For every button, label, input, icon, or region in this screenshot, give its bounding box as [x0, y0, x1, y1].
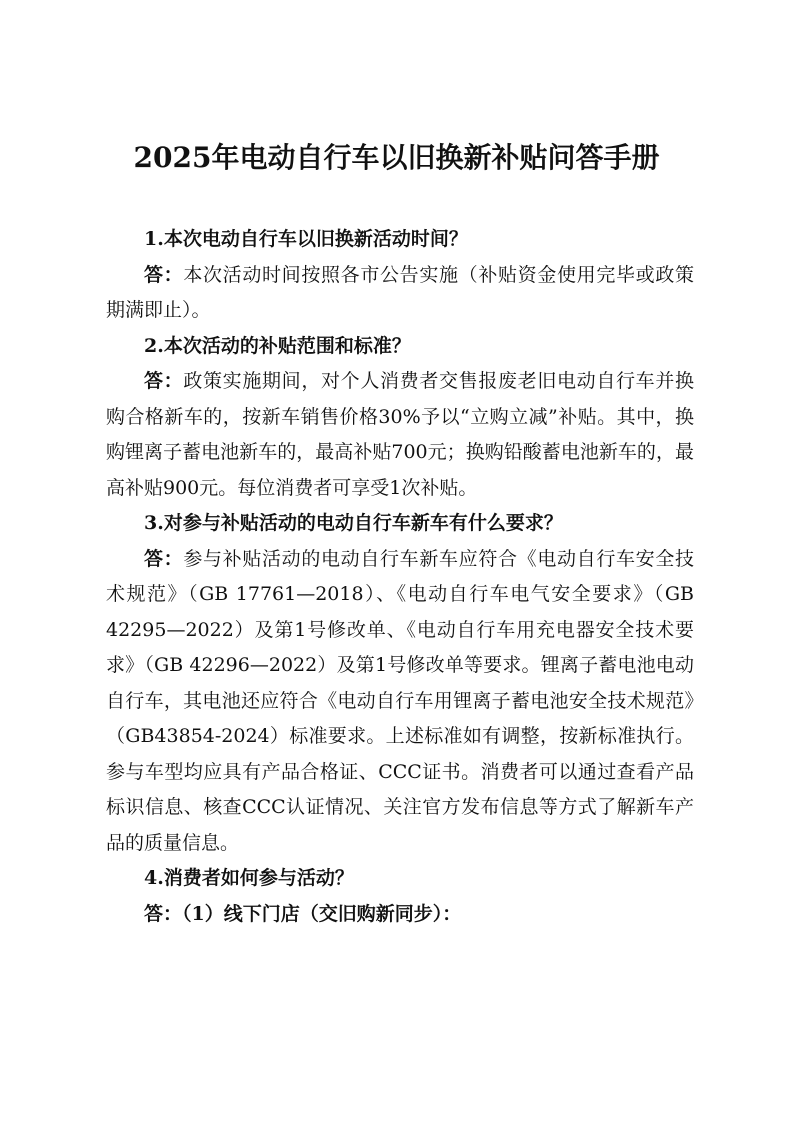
answer-text: （1）线下门店（交旧购新同步）：	[182, 902, 462, 925]
answer-text: 本次活动时间按照各市公告实施（补贴资金使用完毕或政策期满即止）。	[106, 263, 694, 321]
document-body	[106, 222, 694, 932]
answer-2	[106, 364, 694, 506]
answer-label: 答：	[144, 263, 184, 286]
question-1: 1.本次电动自行车以旧换新活动时间？	[144, 228, 468, 250]
answer-label: 答：	[144, 902, 183, 925]
question-4: 4.消费者如何参与活动？	[144, 867, 354, 889]
answer-4	[106, 897, 694, 933]
answer-3	[106, 542, 694, 862]
answer-1	[106, 258, 694, 329]
question-2: 2.本次活动的补贴范围和标准？	[144, 334, 411, 357]
document-title: 2025年电动自行车以旧换新补贴问答手册	[133, 141, 660, 174]
answer-text: 参与补贴活动的电动自行车新车应符合《电动自行车安全技术规范》（GB 17761—2018）、《电动自行车电气安全要求》（GB 42295—2022）及第1号修改单、《电动自行车用充电器安全技术要求》（GB 42296—2022）及第1号修改单等要求。锂离子蓄电池电动自行车，其电池还应符合《电动自行车用锂离子蓄电池安全技术规范》（GB43854-2024）标准要求。上述标准如有调整，按新标准执行。参与车型均应具有产品合格证、CCC证书。消费者可以通过查看产品标识信息、核查CCC认证情况、关注官方发布信息等方式了解新车产品的质量信息。	[106, 547, 694, 854]
answer-label: 答：	[144, 370, 184, 392]
answer-label: 答：	[144, 547, 184, 570]
question-3: 3.对参与补贴活动的电动自行车新车有什么要求？	[144, 512, 563, 534]
answer-text: 政策实施期间，对个人消费者交售报废老旧电动自行车并换购合格新车的，按新车销售价格30%予以“立购立减”补贴。其中，换购锂离子蓄电池新车的，最高补贴700元；换购铅酸蓄电池新车的，最高补贴900元。每位消费者可享受1次补贴。	[106, 370, 694, 499]
